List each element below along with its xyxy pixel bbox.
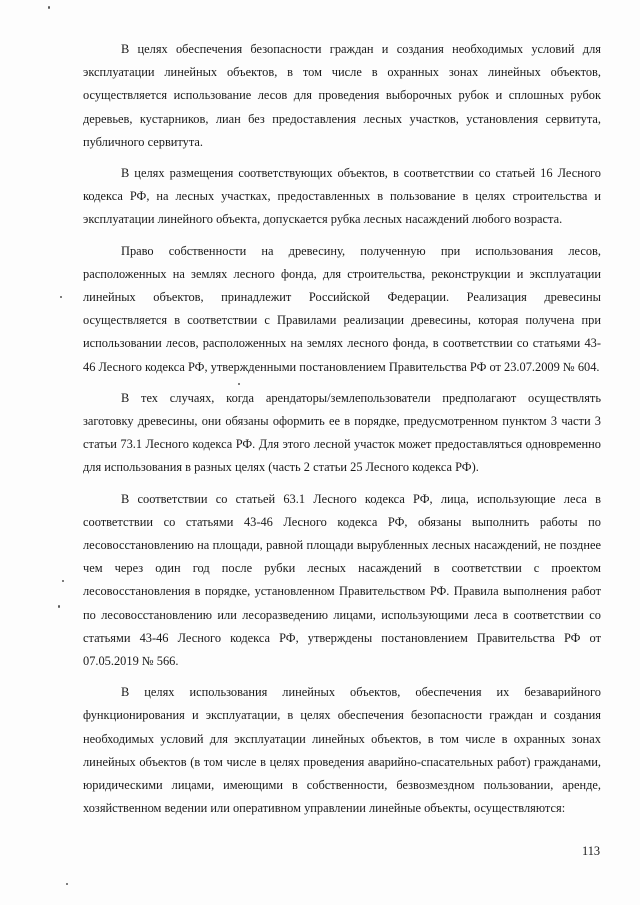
- paragraph-4: В тех случаях, когда арендаторы/землепользователи предполагают осуществлять заготовку древесины, они обязаны оформить ее в порядке, предусмотренном пунктом 3 части 3 статьи 73.1 Лесного кодекса РФ. Для этого лесной участок может предоставляться одновременно для использования в разных целях (часть 2 статьи 25 Лесного кодекса РФ).: [83, 390, 601, 475]
- scan-speck: [66, 883, 68, 885]
- paragraph-1: В целях обеспечения безопасности граждан и создания необходимых условий для эксплуатации линейных объектов, в том числе в охранных зонах линейных объектов, осуществляется использование лесов для проведения выборочных рубок и сплошных рубок деревьев, кустарников, лиан без предоставления лесных участков, установления сервитута, публичного сервитута.: [83, 42, 601, 149]
- paragraph-5: В соответствии со статьей 63.1 Лесного кодекса РФ, лица, использующие леса в соответствии со статьями 43-46 Лесного кодекса РФ, обязаны выполнить работы по лесовосстановлению на площади, равной площади вырубленных лесных насаждений, не позднее чем через один год после рубки лесных насаждений в соответствии с проектом лесовосстановления в порядке, установленном Правительством РФ. Правила выполнения работ по лесовосстановлению или лесоразведению лицами, использующими леса в соответствии со статьями 43-46 Лесного кодекса РФ, утверждены постановлением Правительства РФ от 07.05.2019 № 566.: [83, 491, 601, 669]
- paragraph-6: В целях использования линейных объектов, обеспечения их безаварийного функционирования и эксплуатации, в целях обеспечения безопасности граждан и создания необходимых условий для эксплуатации линейных объектов, в том числе в охранных зонах линейных объектов (в том числе в целях проведения аварийно-спасательных работ) гражданами, юридическими лицами, имеющими в собственности, безвозмездном пользовании, аренде, хозяйственном ведении или оперативном управлении линейные объекты, осуществляются:: [83, 685, 601, 816]
- scan-speck: [48, 6, 50, 9]
- paragraph-3: Право собственности на древесину, полученную при использования лесов, расположенных на землях лесного фонда, для строительства, реконструкции и эксплуатации линейных объектов, принадлежит Российской Федерации. Реализация древесины осуществляется в соответствии с Правилами реализации древесины, которая получена при использовании лесов, расположенных на землях лесного фонда, в соответствии со статьями 43-46 Лесного кодекса РФ, утвержденными постановлением Правительства РФ от 23.07.2009 № 604.: [83, 243, 601, 374]
- paragraph-2: В целях размещения соответствующих объектов, в соответствии со статьей 16 Лесного кодекса РФ, на лесных участках, предоставленных в пользование в целях строительства и эксплуатации линейного объекта, допускается рубка лесных насаждений любого возраста.: [83, 166, 601, 227]
- scan-speck: [58, 605, 60, 608]
- scan-speck: [60, 296, 62, 298]
- scan-speck: [62, 580, 64, 582]
- body-text: [83, 38, 601, 829]
- scan-speck: [238, 383, 240, 385]
- page-number: 113: [582, 844, 601, 858]
